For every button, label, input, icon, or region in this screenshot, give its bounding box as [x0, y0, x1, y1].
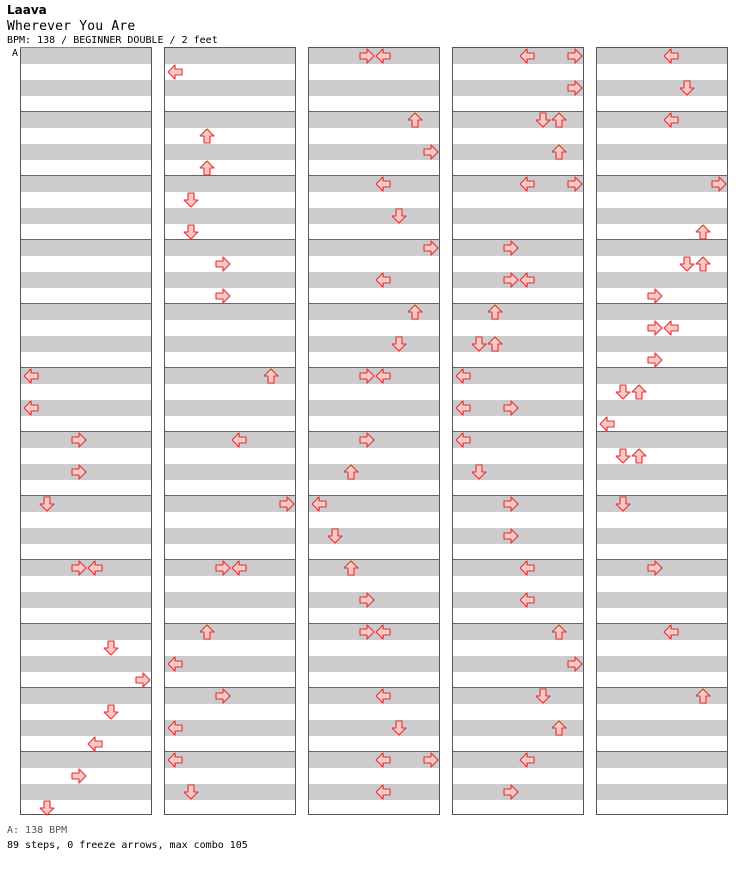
beat-band — [165, 80, 295, 96]
measure-line — [453, 367, 583, 368]
beat-band — [21, 656, 151, 672]
step-arrow-left — [375, 272, 391, 288]
measure-line — [309, 559, 439, 560]
beat-band — [453, 368, 583, 384]
beat-band — [165, 144, 295, 160]
beat-band — [309, 336, 439, 352]
step-arrow-down — [615, 384, 631, 400]
step-arrow-down — [391, 720, 407, 736]
step-arrow-right — [359, 432, 375, 448]
beat-band — [453, 80, 583, 96]
step-arrow-right — [647, 560, 663, 576]
step-arrow-up — [695, 688, 711, 704]
beat-band — [165, 112, 295, 128]
measure-line — [21, 303, 151, 304]
step-arrow-left — [455, 432, 471, 448]
step-arrow-left — [87, 736, 103, 752]
step-arrow-right — [71, 464, 87, 480]
step-arrow-right — [71, 432, 87, 448]
step-arrow-up — [551, 112, 567, 128]
beat-band — [453, 208, 583, 224]
measure-line — [309, 751, 439, 752]
step-arrow-up — [263, 368, 279, 384]
beat-band — [21, 112, 151, 128]
step-arrow-left — [167, 656, 183, 672]
step-arrow-left — [23, 400, 39, 416]
step-arrow-left — [231, 560, 247, 576]
beat-band — [165, 240, 295, 256]
measure-line — [21, 687, 151, 688]
measure-line — [453, 431, 583, 432]
beat-band — [165, 752, 295, 768]
measure-line — [21, 239, 151, 240]
beat-band — [165, 528, 295, 544]
beat-band — [309, 656, 439, 672]
step-arrow-left — [167, 64, 183, 80]
bpm-change-marker: A — [12, 48, 19, 59]
step-arrow-up — [551, 144, 567, 160]
beat-band — [21, 48, 151, 64]
step-arrow-down — [39, 800, 55, 816]
beat-band — [165, 720, 295, 736]
beat-band — [597, 784, 727, 800]
beat-band — [21, 336, 151, 352]
step-arrow-up — [487, 336, 503, 352]
beat-band — [597, 528, 727, 544]
measure-line — [165, 751, 295, 752]
step-arrow-right — [503, 272, 519, 288]
chart-column-4 — [452, 47, 584, 815]
beat-band — [21, 176, 151, 192]
beat-band — [165, 208, 295, 224]
measure-line — [453, 751, 583, 752]
step-arrow-right — [567, 48, 583, 64]
beat-band — [453, 752, 583, 768]
beat-band — [453, 432, 583, 448]
beat-band — [21, 720, 151, 736]
step-arrow-right — [567, 176, 583, 192]
beat-band — [309, 720, 439, 736]
step-arrow-up — [407, 112, 423, 128]
beat-band — [597, 752, 727, 768]
step-arrow-right — [423, 240, 439, 256]
beat-band — [21, 240, 151, 256]
step-arrow-right — [215, 256, 231, 272]
beat-band — [597, 464, 727, 480]
measure-line — [453, 175, 583, 176]
step-arrow-down — [471, 464, 487, 480]
step-arrow-down — [615, 496, 631, 512]
measure-line — [21, 367, 151, 368]
measure-line — [597, 623, 727, 624]
step-arrow-down — [183, 224, 199, 240]
beat-band — [165, 496, 295, 512]
step-arrow-left — [519, 752, 535, 768]
beat-band — [165, 272, 295, 288]
beat-band — [309, 240, 439, 256]
beat-band — [21, 144, 151, 160]
step-arrow-up — [199, 128, 215, 144]
beat-band — [309, 176, 439, 192]
chart-column-3 — [308, 47, 440, 815]
step-arrow-up — [631, 384, 647, 400]
measure-line — [309, 495, 439, 496]
bpm-legend: A: 138 BPM — [7, 825, 68, 836]
chart-meta: BPM: 138 / BEGINNER DOUBLE / 2 feet — [7, 35, 218, 46]
beat-band — [309, 208, 439, 224]
step-arrow-right — [215, 688, 231, 704]
beat-band — [21, 368, 151, 384]
step-arrow-left — [167, 720, 183, 736]
beat-band — [597, 272, 727, 288]
step-arrow-right — [71, 768, 87, 784]
beat-band — [597, 368, 727, 384]
beat-band — [453, 304, 583, 320]
beat-band — [309, 272, 439, 288]
step-arrow-right — [215, 288, 231, 304]
step-arrow-left — [87, 560, 103, 576]
step-arrow-right — [503, 528, 519, 544]
step-arrow-down — [679, 256, 695, 272]
beat-band — [453, 176, 583, 192]
beat-band — [165, 400, 295, 416]
step-arrow-down — [535, 688, 551, 704]
beat-band — [309, 464, 439, 480]
step-arrow-up — [695, 256, 711, 272]
beat-band — [21, 304, 151, 320]
step-arrow-up — [407, 304, 423, 320]
step-arrow-left — [663, 112, 679, 128]
step-arrow-left — [231, 432, 247, 448]
measure-line — [21, 111, 151, 112]
beat-band — [165, 336, 295, 352]
step-arrow-up — [487, 304, 503, 320]
step-arrow-left — [663, 48, 679, 64]
beat-band — [309, 496, 439, 512]
step-arrow-right — [359, 368, 375, 384]
beat-band — [165, 48, 295, 64]
step-arrow-up — [551, 624, 567, 640]
step-arrow-right — [567, 80, 583, 96]
measure-line — [165, 495, 295, 496]
beat-band — [165, 592, 295, 608]
step-arrow-right — [567, 656, 583, 672]
beat-band — [597, 176, 727, 192]
beat-band — [165, 432, 295, 448]
step-arrow-down — [679, 80, 695, 96]
step-arrow-left — [599, 416, 615, 432]
step-arrow-right — [215, 560, 231, 576]
measure-line — [165, 431, 295, 432]
step-arrow-right — [423, 144, 439, 160]
step-arrow-left — [519, 592, 535, 608]
step-arrow-down — [39, 496, 55, 512]
measure-line — [453, 303, 583, 304]
beat-band — [309, 400, 439, 416]
measure-line — [597, 175, 727, 176]
beat-band — [597, 240, 727, 256]
step-arrow-right — [359, 48, 375, 64]
beat-band — [453, 688, 583, 704]
beat-band — [309, 144, 439, 160]
step-arrow-right — [135, 672, 151, 688]
measure-line — [21, 623, 151, 624]
step-arrow-left — [519, 176, 535, 192]
chart-column-5 — [596, 47, 728, 815]
measure-line — [309, 239, 439, 240]
step-arrow-down — [391, 336, 407, 352]
step-arrow-left — [375, 752, 391, 768]
song-artist: Laava — [7, 3, 47, 17]
beat-band — [21, 752, 151, 768]
beat-band — [453, 560, 583, 576]
measure-line — [597, 431, 727, 432]
beat-band — [21, 624, 151, 640]
beat-band — [309, 688, 439, 704]
step-arrow-right — [503, 784, 519, 800]
step-arrow-right — [423, 752, 439, 768]
step-arrow-left — [375, 48, 391, 64]
beat-band — [165, 464, 295, 480]
beat-band — [309, 784, 439, 800]
beat-band — [597, 656, 727, 672]
step-arrow-right — [359, 624, 375, 640]
step-arrow-left — [167, 752, 183, 768]
beat-band — [165, 176, 295, 192]
beat-band — [597, 48, 727, 64]
step-arrow-right — [711, 176, 727, 192]
step-arrow-up — [551, 720, 567, 736]
step-arrow-down — [103, 704, 119, 720]
beat-band — [21, 784, 151, 800]
step-arrow-right — [71, 560, 87, 576]
measure-line — [597, 751, 727, 752]
measure-line — [165, 111, 295, 112]
step-arrow-right — [503, 400, 519, 416]
measure-line — [453, 559, 583, 560]
beat-band — [309, 752, 439, 768]
step-arrow-up — [199, 160, 215, 176]
measure-line — [309, 175, 439, 176]
step-arrow-left — [375, 368, 391, 384]
beat-band — [453, 656, 583, 672]
measure-line — [453, 687, 583, 688]
beat-band — [597, 208, 727, 224]
beat-band — [597, 80, 727, 96]
step-arrow-up — [695, 224, 711, 240]
step-arrow-right — [647, 352, 663, 368]
beat-band — [597, 400, 727, 416]
measure-line — [309, 687, 439, 688]
beat-band — [21, 528, 151, 544]
step-arrow-left — [519, 48, 535, 64]
measure-line — [597, 111, 727, 112]
measure-line — [165, 623, 295, 624]
beat-band — [597, 720, 727, 736]
beat-band — [597, 336, 727, 352]
beat-band — [597, 112, 727, 128]
beat-band — [597, 304, 727, 320]
beat-band — [597, 432, 727, 448]
step-arrow-right — [647, 320, 663, 336]
step-arrow-down — [535, 112, 551, 128]
beat-band — [21, 592, 151, 608]
step-arrow-left — [375, 784, 391, 800]
step-arrow-down — [103, 640, 119, 656]
beat-band — [21, 400, 151, 416]
step-arrow-left — [519, 272, 535, 288]
step-arrow-down — [615, 448, 631, 464]
beat-band — [165, 304, 295, 320]
step-arrow-down — [183, 192, 199, 208]
beat-band — [165, 656, 295, 672]
step-arrow-left — [519, 560, 535, 576]
step-arrow-right — [503, 240, 519, 256]
beat-band — [597, 624, 727, 640]
step-summary: 89 steps, 0 freeze arrows, max combo 105 — [7, 840, 248, 851]
step-arrow-right — [359, 592, 375, 608]
beat-band — [21, 208, 151, 224]
step-arrow-left — [663, 624, 679, 640]
beat-band — [21, 272, 151, 288]
step-arrow-left — [455, 368, 471, 384]
measure-line — [21, 751, 151, 752]
chart-column-2 — [164, 47, 296, 815]
step-arrow-up — [199, 624, 215, 640]
step-arrow-down — [471, 336, 487, 352]
step-arrow-left — [375, 688, 391, 704]
step-arrow-left — [375, 176, 391, 192]
beat-band — [453, 592, 583, 608]
step-arrow-left — [375, 624, 391, 640]
song-title: Wherever You Are — [7, 19, 136, 34]
beat-band — [597, 144, 727, 160]
beat-band — [453, 48, 583, 64]
step-arrow-left — [23, 368, 39, 384]
step-arrow-up — [343, 560, 359, 576]
beat-band — [597, 592, 727, 608]
step-arrow-down — [183, 784, 199, 800]
chart-column-1 — [20, 47, 152, 815]
beat-band — [21, 80, 151, 96]
step-arrow-left — [311, 496, 327, 512]
step-arrow-right — [503, 496, 519, 512]
step-arrow-left — [663, 320, 679, 336]
beat-band — [165, 624, 295, 640]
bpm-change-line — [20, 47, 120, 48]
step-arrow-right — [647, 288, 663, 304]
beat-band — [21, 688, 151, 704]
step-arrow-down — [327, 528, 343, 544]
beat-band — [309, 560, 439, 576]
measure-line — [21, 175, 151, 176]
measure-line — [165, 175, 295, 176]
step-arrow-up — [343, 464, 359, 480]
step-arrow-left — [455, 400, 471, 416]
step-arrow-right — [279, 496, 295, 512]
step-arrow-down — [391, 208, 407, 224]
beat-band — [309, 80, 439, 96]
step-arrow-up — [631, 448, 647, 464]
